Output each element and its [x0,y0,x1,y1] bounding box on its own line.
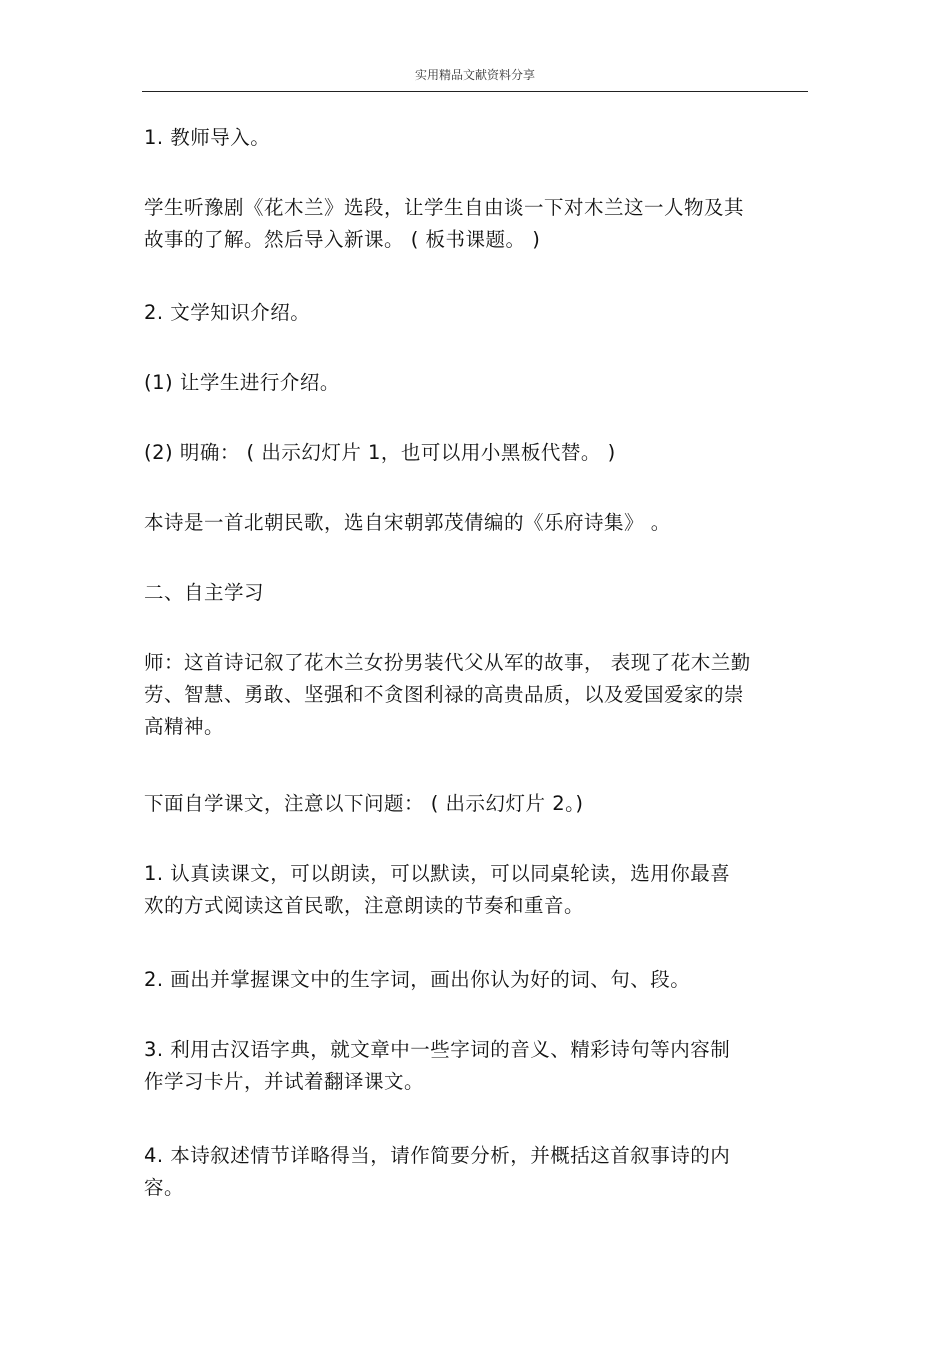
paragraph-teacher-intro [144,122,804,154]
text-line: 3. 利用古汉语字典，就文章中一些字词的音义、精彩诗句等内容制 [144,1038,731,1061]
question-item-1 [144,858,804,922]
text-line: (2) 明确： ( 出示幻灯片 1，也可以用小黑板代替。 ) [144,441,616,464]
paragraph-study-questions [144,788,804,820]
text-line: 4. 本诗叙述情节详略得当，请作简要分析，并概括这首叙事诗的内 [144,1144,731,1167]
text-line: 劳、智慧、勇敢、坚强和不贪图利禄的高贵品质，以及爱国爱家的崇 [144,683,745,706]
text-line: (1) 让学生进行介绍。 [144,371,340,394]
text-line: 本诗是一首北朝民歌，选自宋朝郭茂倩编的《乐府诗集》 。 [144,511,671,534]
paragraph-poem-source [144,507,804,539]
question-item-2 [144,964,804,996]
question-item-4 [144,1140,804,1204]
text-line: 下面自学课文，注意以下问题： ( 出示幻灯片 2。) [144,792,584,815]
text-line: 1. 教师导入。 [144,126,271,149]
text-line: 高精神。 [144,715,225,738]
paragraph-teacher-summary [144,647,804,743]
text-line: 2. 文学知识介绍。 [144,301,311,324]
text-line: 容。 [144,1176,185,1199]
text-line: 1. 认真读课文，可以朗读，可以默读，可以同桌轮读，选用你最喜 [144,862,731,885]
text-line: 二、自主学习 [144,581,265,604]
text-line: 师：这首诗记叙了花木兰女扮男装代父从军的故事， 表现了花木兰勤 [144,651,751,674]
question-item-3 [144,1034,804,1098]
paragraph-student-intro [144,367,804,399]
text-line: 作学习卡片，并试着翻译课文。 [144,1070,425,1093]
text-line: 学生听豫剧《花木兰》选段，让学生自由谈一下对木兰这一人物及其 [144,196,745,219]
text-line: 欢的方式阅读这首民歌，注意朗读的节奏和重音。 [144,894,585,917]
text-line: 2. 画出并掌握课文中的生字词，画出你认为好的词、句、段。 [144,968,691,991]
paragraph-listen-opera [144,192,804,256]
header-rule [142,91,808,92]
page-header: 实用精品文献资料分享 [414,68,535,82]
paragraph-literature-intro [144,297,804,329]
section-heading-self-study [144,577,804,609]
paragraph-clarify [144,437,804,469]
text-line: 故事的了解。然后导入新课。 ( 板书课题。 ) [144,228,541,251]
